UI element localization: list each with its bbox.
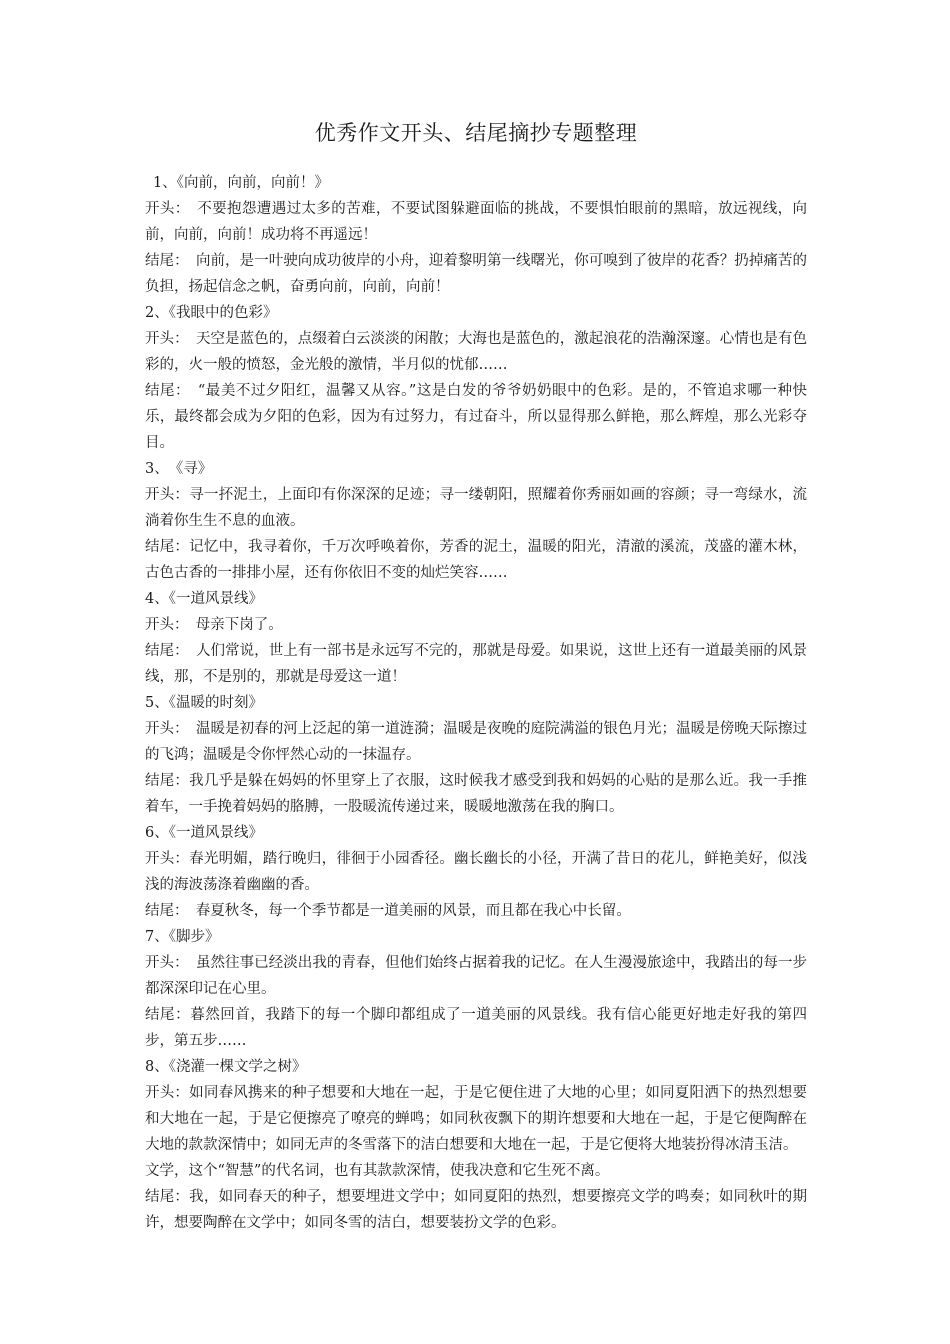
paragraph-text: 文学，这个“智慧”的代名词，也有其款款深情，使我决意和它生死不离。 [145,1163,610,1179]
paragraph-label: 开头： [145,201,183,217]
paragraph-text: 春夏秋冬，每一个季节都是一道美丽的风景，而且都在我心中长留。 [181,903,631,919]
section-paragraph [145,638,807,690]
document-title: 优秀作文开头、结尾摘抄专题整理 [314,121,638,145]
section-paragraph [145,534,807,586]
section-heading: 4、《一道风景线》 [145,591,263,607]
paragraph-text: 我，如同春天的种子，想要埋进文学中；如同夏阳的热烈，想要擦亮文学的鸣奏；如同秋叶的期许，想要陶醉在文学中；如同冬雪的洁白，想要装扮文学的色彩。 [145,1189,808,1231]
section-paragraph [145,1002,807,1054]
section-heading: 8、《浇灌一棵文学之树》 [145,1059,307,1075]
paragraph-label: 开头： [145,851,190,867]
paragraph-label: 结尾： [145,253,182,269]
section-heading: 7、《脚步》 [145,929,220,945]
paragraph-text: 虽然往事已经淡出我的青春，但他们始终占据着我的记忆。在人生漫漫旅途中，我踏出的每一步都深深印记在心里。 [145,955,808,997]
paragraph-text: 我几乎是躲在妈妈的怀里穿上了衣服，这时候我才感受到我和妈妈的心贴的是那么近。我一手推着车，一手挽着妈妈的胳膊，一股暖流传递过来，暖暖地激荡在我的胸口。 [145,773,808,815]
paragraph-label: 结尾： [145,383,183,399]
document-body [145,170,807,1236]
section-paragraph [145,612,807,638]
paragraph-text: 天空是蓝色的，点缀着白云淡淡的闲散；大海也是蓝色的，激起浪花的浩瀚深邃。心情也是有色彩的，火一般的愤怒，金光般的激情，半月似的忧郁…… [145,331,808,373]
paragraph-label: 结尾： [145,643,182,659]
section-heading: 1、《向前，向前，向前！》 [153,175,329,191]
section-paragraph [145,898,807,924]
section-paragraph [145,482,807,534]
section-paragraph [145,196,807,248]
paragraph-text: 不要抱怨遭遇过太多的苦难，不要试图躲避面临的挑战，不要惧怕眼前的黑暗，放远视线，向前，向前，向前！成功将不再遥远！ [145,201,808,243]
section-paragraph [145,716,807,768]
section-heading: 5、《温暖的时刻》 [145,695,263,711]
section-paragraph [145,768,807,820]
section-heading: 3、 《寻》 [145,461,213,477]
paragraph-text: 母亲下岗了。 [181,617,283,633]
section-heading: 6、《一道风景线》 [145,825,263,841]
paragraph-text: 人们常说，世上有一部书是永远写不完的，那就是母爱。如果说，这世上还有一道最美丽的风景线，那，不是别的，那就是母爱这一道！ [145,643,808,685]
section-heading: 2、《我眼中的色彩》 [145,305,278,321]
paragraph-label: 开头： [145,721,182,737]
paragraph-label: 开头： [145,1085,190,1101]
section-paragraph [145,1158,807,1184]
paragraph-label: 结尾： [145,539,190,555]
section-paragraph [145,248,807,300]
paragraph-label: 开头： [145,487,190,503]
section-paragraph [145,326,807,378]
document-page [145,118,807,1236]
paragraph-label: 开头： [145,331,182,347]
paragraph-label: 开头： [145,617,182,633]
paragraph-text: “最美不过夕阳红，温馨又从容。”这是白发的爷爷奶奶眼中的色彩。是的，不管追求哪一种快乐，最终都会成为夕阳的色彩，因为有过努力，有过奋斗，所以显得那么鲜艳，那么辉煌，那么光彩夺目。 [145,383,807,451]
section-paragraph [145,378,807,456]
paragraph-text: 温暖是初春的河上泛起的第一道涟漪；温暖是夜晚的庭院满溢的银色月光；温暖是傍晚天际擦过的飞鸿；温暖是令你怦然心动的一抹温存。 [145,721,808,763]
section-paragraph [145,1080,807,1158]
paragraph-text: 寻一抔泥土，上面印有你深深的足迹；寻一缕朝阳，照耀着你秀丽如画的容颜；寻一弯绿水，流淌着你生生不息的血液。 [145,487,808,529]
paragraph-label: 结尾： [145,1007,191,1023]
section-paragraph [145,846,807,898]
paragraph-text: 如同春风携来的种子想要和大地在一起，于是它便住进了大地的心里；如同夏阳洒下的热烈想要和大地在一起，于是它便擦亮了嘹亮的蝉鸣；如同秋夜飘下的期许想要和大地在一起，于是它便陶醉在大地的款款深情中；如同无声的冬雪落下的洁白想要和大地在一起，于是它便将大地装扮得冰清玉洁。 [145,1085,808,1153]
paragraph-text: 记忆中，我寻着你，千万次呼唤着你，芳香的泥土，温暖的阳光，清澈的溪流，茂盛的灌木林，古色古香的一排排小屋，还有你依旧不变的灿烂笑容…… [145,539,808,581]
paragraph-label: 结尾： [145,1189,190,1205]
paragraph-text: 向前，是一叶驶向成功彼岸的小舟，迎着黎明第一线曙光，你可嗅到了彼岸的花香？扔掉痛苦的负担，扬起信念之帆，奋勇向前，向前，向前！ [145,253,808,295]
paragraph-text: 暮然回首，我踏下的每一个脚印都组成了一道美丽的风景线。我有信心能更好地走好我的第四步，第五步…… [145,1007,808,1049]
section-paragraph [145,1184,807,1236]
paragraph-label: 结尾： [145,903,182,919]
paragraph-label: 结尾： [145,773,190,789]
section-paragraph [145,950,807,1002]
paragraph-text: 春光明媚，踏行晚归，徘徊于小园香径。幽长幽长的小径，开满了昔日的花儿，鲜艳美好，似浅浅的海波荡涤着幽幽的香。 [145,851,808,893]
paragraph-label: 开头： [145,955,182,971]
